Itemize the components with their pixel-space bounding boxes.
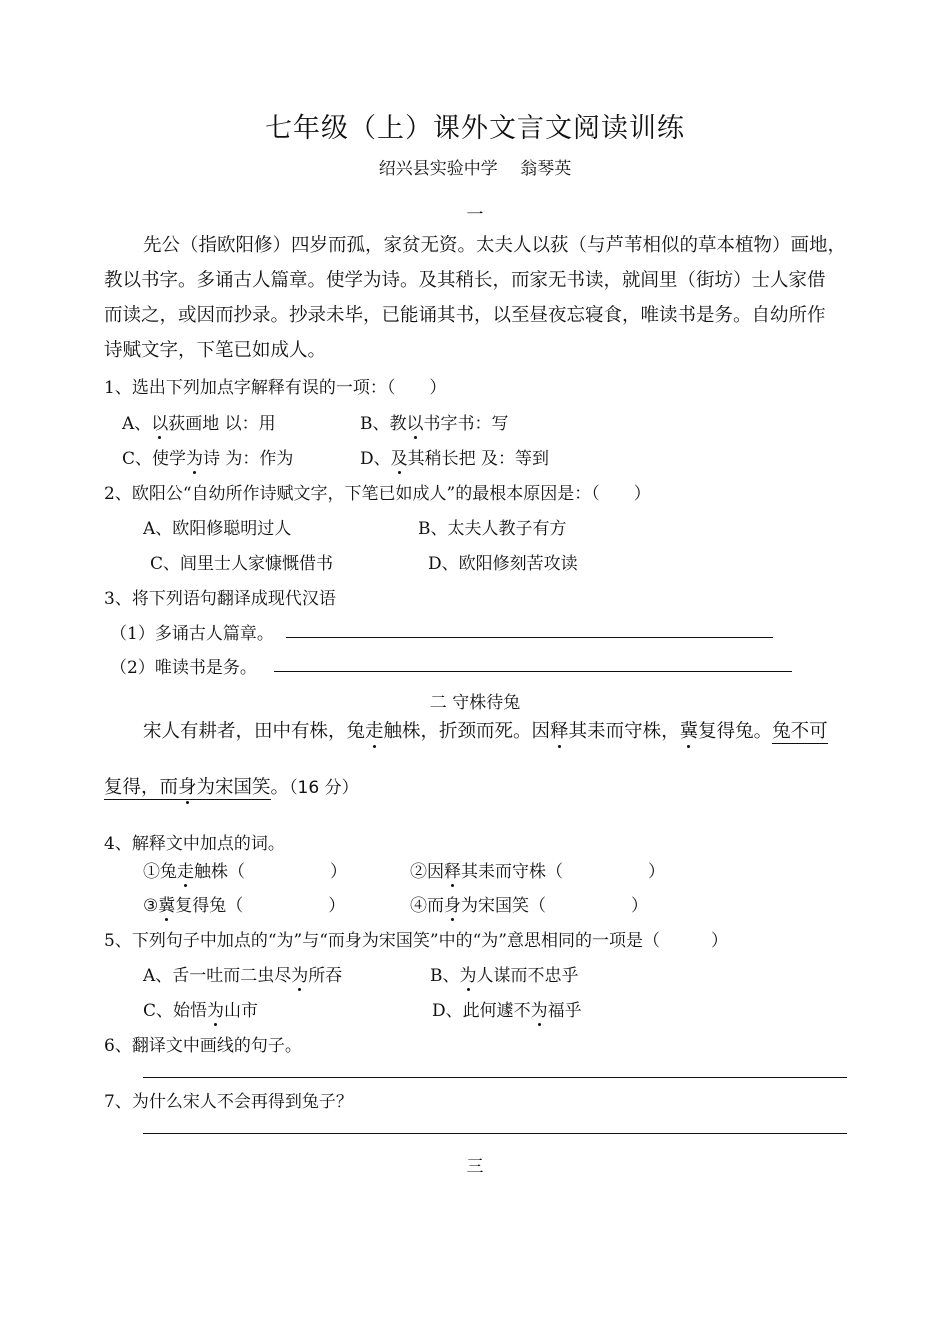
dotted-char: 及 — [391, 444, 408, 469]
dotted-char: 为 — [207, 996, 224, 1021]
dotted-char: 身 — [178, 773, 197, 799]
dotted-char: 冀 — [158, 891, 175, 916]
question-2-option-c: C、闾里士人家慷慨借书 — [150, 554, 334, 574]
question-4-stem: 4、解释文中加点的词。 — [104, 834, 285, 854]
dotted-char: 走 — [365, 717, 384, 743]
underlined-sentence: 兔不可 — [772, 721, 828, 742]
dotted-char: 为 — [531, 996, 548, 1021]
question-2-option-a: A、欧阳修聪明过人 — [143, 519, 292, 539]
section-2-heading: 二 守株待兔 — [429, 693, 521, 713]
section-3-heading: 三 — [466, 1157, 484, 1177]
dotted-char: 为 — [186, 444, 203, 469]
question-4-item-1: ①兔走触株（ ） — [143, 857, 347, 882]
question-6-stem: 6、翻译文中画线的句子。 — [104, 1036, 302, 1056]
passage-2-line-1: 宋人有耕者，田中有株，兔走触株，折颈而死。因释其耒而守株，冀复得兔。兔不可 — [143, 717, 828, 743]
question-2-option-b: B、太夫人教子有方 — [418, 519, 567, 539]
question-1-stem: 1、选出下列加点字解释有误的一项：（ ） — [104, 378, 447, 398]
question-3-sentence-2: （2）唯读书是务。 — [110, 658, 257, 678]
dotted-char: 以 — [407, 409, 424, 434]
question-1-option-a: A、以荻画地 以：用 — [122, 409, 276, 434]
question-5-option-d: D、此何遽不为福乎 — [432, 996, 582, 1021]
answer-line[interactable] — [143, 1133, 847, 1134]
dotted-char: 释 — [550, 717, 569, 743]
passage-1-line-2: 教以书字。多诵古人篇章。使学为诗。及其稍长，而家无书读，就闾里（街坊）士人家借 — [104, 270, 826, 291]
answer-line[interactable] — [143, 1077, 847, 1078]
question-2-option-d: D、欧阳修刻苦攻读 — [428, 554, 578, 574]
dotted-char: 冀 — [680, 717, 699, 743]
dotted-char: 为 — [460, 961, 477, 986]
underlined-sentence: 复得，而身为宋国笑 — [104, 777, 271, 800]
dotted-char: 走 — [177, 857, 194, 882]
dotted-char: 以 — [151, 409, 168, 434]
question-1-option-b: B、教以书字书：写 — [360, 409, 509, 434]
question-1-option-c: C、使学为诗 为：作为 — [122, 444, 293, 469]
score-label: （16 分） — [289, 778, 359, 798]
answer-line[interactable] — [286, 637, 773, 638]
passage-1-line-1: 先公（指欧阳修）四岁而孤，家贫无资。太夫人以荻（与芦苇相似的草本植物）画地， — [143, 235, 847, 256]
question-3-stem: 3、将下列语句翻译成现代汉语 — [104, 589, 336, 609]
section-1-heading: 一 — [466, 205, 484, 225]
answer-line[interactable] — [274, 671, 792, 672]
question-5-option-c: C、始悟为山市 — [143, 996, 258, 1021]
question-1-option-d: D、及其稍长把 及：等到 — [360, 444, 549, 469]
question-4-item-3: ③冀复得兔（ ） — [143, 891, 345, 916]
question-4-item-4: ④而身为宋国笑（ ） — [410, 891, 648, 916]
question-7-stem: 7、为什么宋人不会再得到兔子？ — [104, 1092, 353, 1112]
question-3-sentence-1: （1）多诵古人篇章。 — [110, 624, 274, 644]
author-line: 绍兴县实验中学 翁琴英 — [378, 159, 572, 179]
question-5-option-a: A、舌一吐而二虫尽为所吞 — [143, 961, 342, 986]
dotted-char: 身 — [444, 891, 461, 916]
passage-1-line-3: 而读之，或因而抄录。抄录未毕，已能诵其书，以至昼夜忘寝食，唯读书是务。自幼所作 — [104, 305, 826, 326]
question-5-option-b: B、为人谋而不忠乎 — [430, 961, 579, 986]
dotted-char: 释 — [444, 857, 461, 882]
page-title: 七年级（上）课外文言文阅读训练 — [265, 113, 685, 144]
dotted-char: 为 — [291, 961, 308, 986]
passage-2-line-2: 复得，而身为宋国笑。（16 分） — [104, 773, 359, 799]
question-4-item-2: ②因释其耒而守株（ ） — [410, 857, 665, 882]
question-5-stem: 5、下列句子中加点的“为”与“而身为宋国笑”中的“为”意思相同的一项是（ ） — [104, 931, 728, 951]
question-2-stem: 2、欧阳公“自幼所作诗赋文字，下笔已如成人”的最根本原因是：（ ） — [104, 484, 651, 504]
passage-1-line-4: 诗赋文字，下笔已如成人。 — [104, 340, 327, 361]
